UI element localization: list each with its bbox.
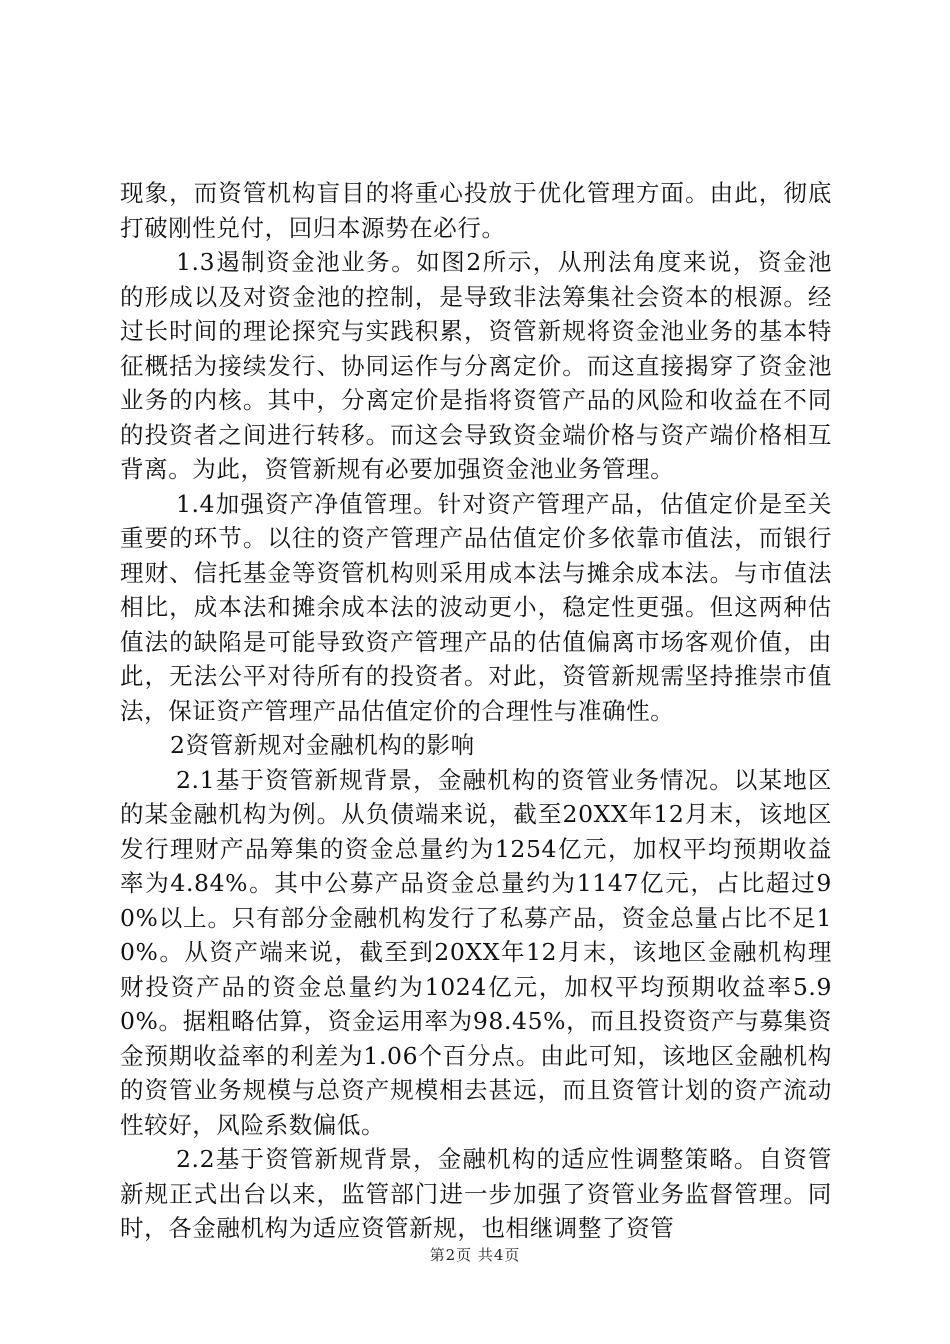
document-body xyxy=(120,176,832,1246)
paragraph-section-1-3: 1.3遏制资金池业务。如图2所示，从刑法角度来说，资金池的形成以及对资金池的控制，是导致非法筹集社会资本的根源。经过长时间的理论探究与实践积累，资管新规将资金池业务的基本特征概括为接续发行、协同运作与分离定价。而这直接揭穿了资金池业务的内核。其中，分离定价是指将资管产品的风险和收益在不同的投资者之间进行转移。而这会导致资金端价格与资产端价格相互背离。为此，资管新规有必要加强资金池业务管理。 xyxy=(120,248,832,483)
paragraph-section-1-4: 1.4加强资产净值管理。针对资产管理产品，估值定价是至关重要的环节。以往的资产管理产品估值定价多依靠市值法，而银行理财、信托基金等资管机构则采用成本法与摊余成本法。与市值法相比，成本法和摊余成本法的波动更小，稳定性更强。但这两种估值法的缺陷是可能导致资产管理产品的估值偏离市场客观价值，由此，无法公平对待所有的投资者。对此，资管新规需坚持推崇市值法，保证资产管理产品估值定价的合理性与准确性。 xyxy=(120,489,832,725)
section-heading-2: 2资管新规对金融机构的影响 xyxy=(170,731,475,759)
page-number-footer: 第2页 共4页 xyxy=(429,1246,521,1264)
paragraph-section-2-2: 2.2基于资管新规背景，金融机构的适应性调整策略。自资管新规正式出台以来，监管部门进一步加强了资管业务监督管理。同时，各金融机构为适应资管新规，也相继调整了资管 xyxy=(120,1145,832,1242)
paragraph-section-2-1: 2.1基于资管新规背景，金融机构的资管业务情况。以某地区的某金融机构为例。从负债端来说，截至20XX年12月末，该地区发行理财产品筹集的资金总量约为1254亿元，加权平均预期收益率为4.84%。其中公募产品资金总量约为1147亿元，占比超过90%以上。只有部分金融机构发行了私募产品，资金总量占比不足10%。从资产端来说，截至到20XX年12月末，该地区金融机构理财投资产品的资金总量约为1024亿元，加权平均预期收益率5.90%。据粗略估算，资金运用率为98.45%，而且投资资产与募集资金预期收益率的利差为1.06个百分点。由此可知，该地区金融机构的资管业务规模与总资产规模相去甚远，而且资管计划的资产流动性较好，风险系数偏低。 xyxy=(120,765,832,1139)
paragraph-intro-continuation: 现象，而资管机构盲目的将重心投放于优化管理方面。由此，彻底打破刚性兑付，回归本源势在必行。 xyxy=(120,179,832,242)
